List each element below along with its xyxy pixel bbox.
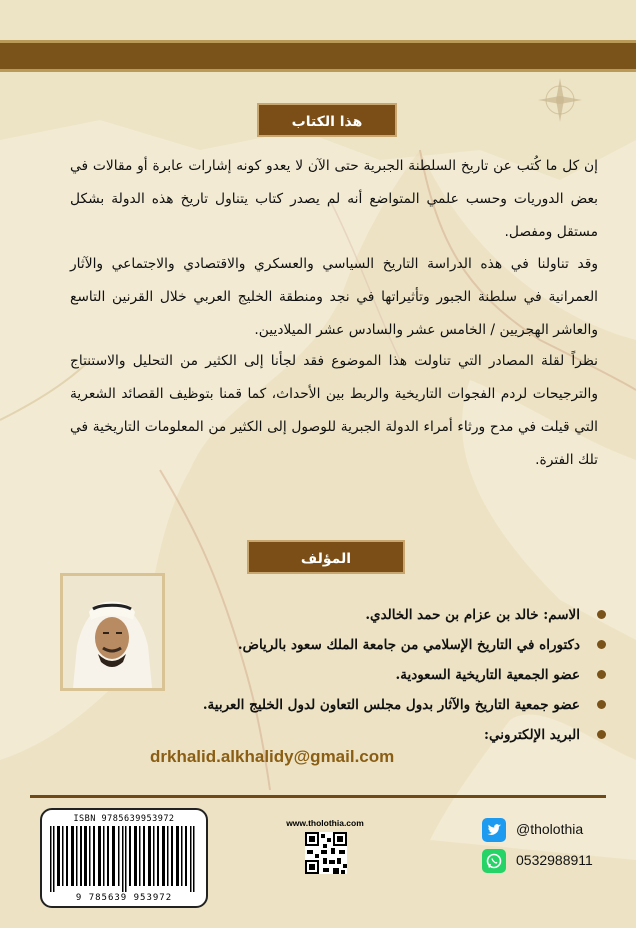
bullet-icon	[597, 730, 606, 739]
top-decorative-bar	[0, 40, 636, 72]
author-membership-item-2: عضو جمعية التاريخ والآثار بدول مجلس التعاون لدول الخليج العربية.	[178, 690, 608, 720]
book-paragraph-2: وقد تناولنا في هذه الدراسة التاريخ السياسي والعسكري والاقتصادي والاجتماعي والآثار العمرانية في سلطنة الجبور وتأثيراتها في نجد ومنطقة الخليج العربي خلال القرنين التاسع والعاشر الهجريين / الخامس عشر والسادس عشر الميلاديين.	[70, 256, 598, 338]
barcode-number: 9 785639 953972	[75, 893, 173, 903]
author-name-item: الاسم: خالد بن عزام بن حمد الخالدي.	[178, 600, 608, 630]
author-info-list	[178, 600, 608, 750]
bullet-icon	[597, 610, 606, 619]
bullet-icon	[597, 640, 606, 649]
bottom-divider	[30, 795, 606, 798]
barcode-graphic	[48, 826, 200, 892]
whatsapp-icon[interactable]	[482, 849, 506, 873]
about-book-heading: هذا الكتاب	[257, 103, 397, 137]
bullet-icon	[597, 670, 606, 679]
author-heading: المؤلف	[247, 540, 405, 574]
book-paragraph-1: إن كل ما كُتب عن تاريخ السلطنة الجبرية حتى الآن لا يعدو كونه إشارات عابرة أو مقالات في بعض الدوريات وحسب علمي المتواضع أنه لم يصدر كتاب يتناول تاريخ هذه الدولة بشكل مستقل ومفصل.	[70, 158, 598, 240]
author-degree-item: دكتوراه في التاريخ الإسلامي من جامعة الملك سعود بالرياض.	[178, 630, 608, 660]
qr-code-icon[interactable]	[305, 832, 347, 874]
publisher-website[interactable]: www.tholothia.com	[286, 818, 364, 828]
whatsapp-number[interactable]: 0532988911	[516, 852, 593, 868]
twitter-handle[interactable]: @tholothia	[516, 821, 584, 837]
twitter-icon[interactable]	[482, 818, 506, 842]
author-photo	[60, 573, 165, 691]
author-email[interactable]: drkhalid.alkhalidy@gmail.com	[150, 747, 395, 766]
bullet-icon	[597, 700, 606, 709]
author-membership-item: عضو الجمعية التاريخية السعودية.	[178, 660, 608, 690]
book-paragraph-3: نظراً لقلة المصادر التي تناولت هذا الموضوع فقد لجأنا إلى الكثير من التحليل والاستنتاج والترجيحات لردم الفجوات التاريخية والربط بين الأحداث، كما قمنا بتوظيف القصائد الشعرية التي قيلت في مدح ورثاء أمراء الدولة الجبرية للوصول إلى الكثير من المعلومات التاريخية في تلك الفترة.	[70, 353, 598, 468]
author-email-label-item: البريد الإلكتروني:	[178, 720, 608, 750]
isbn-label: ISBN 9785639953972	[73, 814, 175, 824]
isbn-barcode-box	[40, 808, 208, 908]
